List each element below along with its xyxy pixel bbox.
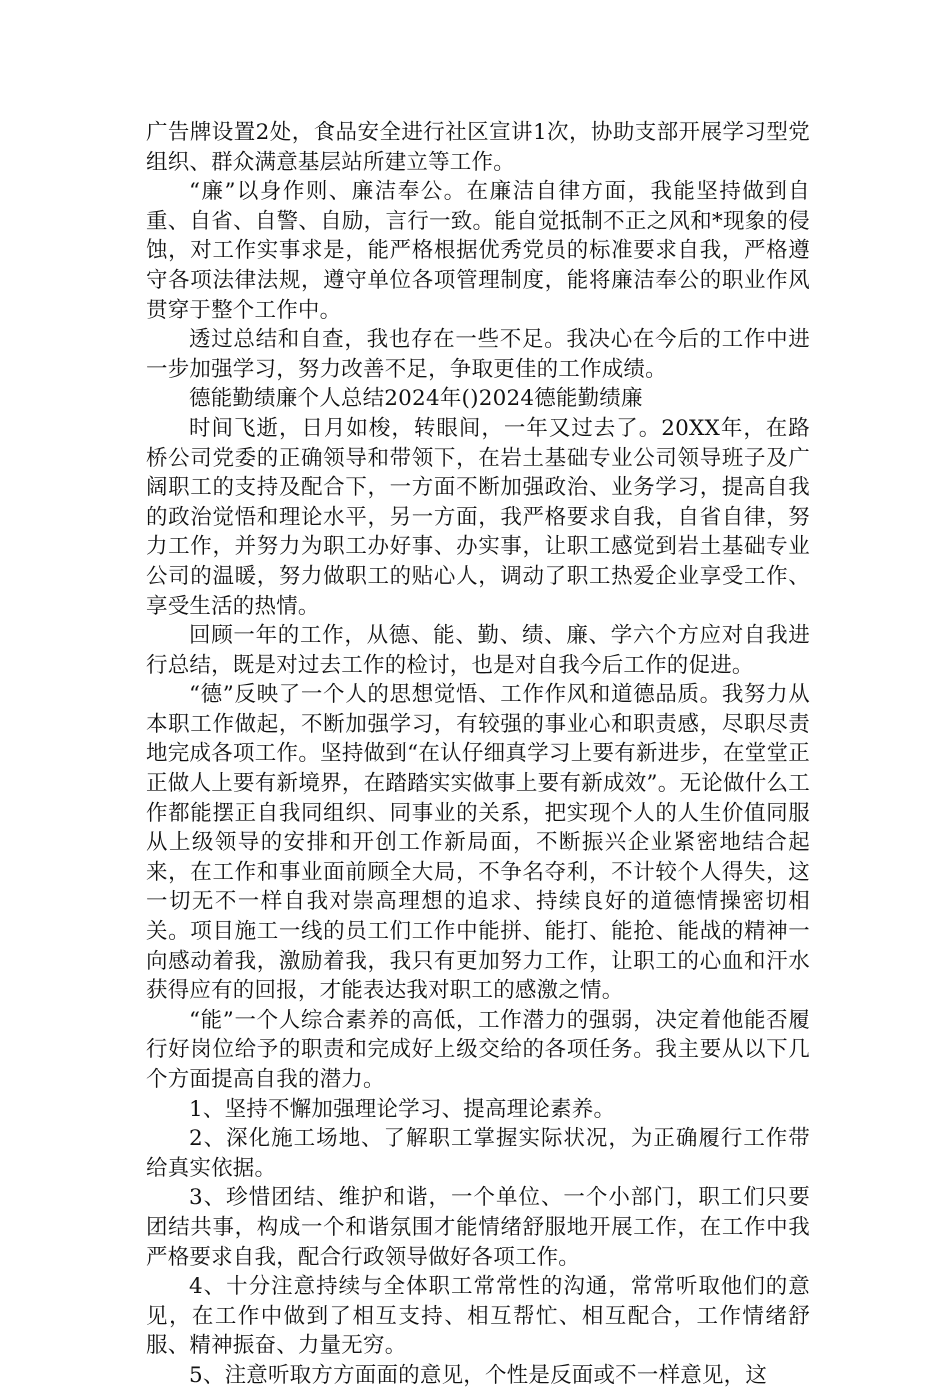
section-title: 德能勤绩廉个人总结2024年()2024德能勤绩廉 bbox=[189, 386, 643, 412]
paragraph-ability: “能”一个人综合素养的高低，工作潜力的强弱，决定着他能否履行好岗位给予的职责和完成好上级交给的各项任务。我主要从以下几个方面提高自我的潜力。 bbox=[146, 1007, 810, 1092]
paragraph-intro: 时间飞逝，日月如梭，转眼间，一年又过去了。20XX年，在路桥公司党委的正确领导和带领下，在岩土基础专业公司领导班子及广阔职工的支持及配合下，一方面不断加强政治、业务学习，提高自我的政治觉悟和理论水平，另一方面，我严格要求自我，自省自律，努力工作，并努力为职工办好事、办实事，让职工感觉到岩土基础专业公司的温暖，努力做职工的贴心人，调动了职工热爱企业享受工作、享受生活的热情。 bbox=[146, 415, 810, 619]
paragraph-integrity: “廉”以身作则、廉洁奉公。在廉洁自律方面，我能坚持做到自重、自省、自警、自励，言行一致。能自觉抵制不正之风和*现象的侵蚀，对工作实事求是，能严格根据优秀党员的标准要求自我，严格遵守各项法律法规，遵守单位各项管理制度，能将廉洁奉公的职业作风贯穿于整个工作中。 bbox=[146, 179, 810, 323]
paragraph-continued: 广告牌设置2处，食品安全进行社区宣讲1次，协助支部开展学习型党组织、群众满意基层站所建立等工作。 bbox=[146, 120, 810, 175]
paragraph-review: 回顾一年的工作，从德、能、勤、绩、廉、学六个方应对自我进行总结，既是对过去工作的检讨，也是对自我今后工作的促进。 bbox=[146, 623, 810, 678]
list-item-3: 3、珍惜团结、维护和谐，一个单位、一个小部门，职工们只要团结共事，构成一个和谐氛围才能情绪舒服地开展工作，在工作中我严格要求自我，配合行政领导做好各项工作。 bbox=[146, 1185, 810, 1270]
list-item-4: 4、十分注意持续与全体职工常常性的沟通，常常听取他们的意见，在工作中做到了相互支持、相互帮忙、相互配合，工作情绪舒服、精神振奋、力量无穷。 bbox=[146, 1274, 810, 1359]
document-page bbox=[146, 118, 810, 1391]
list-item-1: 1、坚持不懈加强理论学习、提高理论素养。 bbox=[189, 1096, 616, 1122]
list-item-5: 5、注意听取方方面面的意见，个性是反面或不一样意见，这 bbox=[189, 1362, 768, 1388]
paragraph-virtue: “德”反映了一个人的思想觉悟、工作作风和道德品质。我努力从本职工作做起，不断加强学习，有较强的事业心和职责感，尽职尽责地完成各项工作。坚持做到“在认仔细真学习上要有新进步，在堂堂正正做人上要有新境界，在踏踏实实做事上要有新成效”。无论做什么工作都能摆正自我同组织、同事业的关系，把实现个人的人生价值同服从上级领导的安排和开创工作新局面，不断振兴企业紧密地结合起来，在工作和事业面前顾全大局，不争名夺利，不计较个人得失，这一切无不一样自我对崇高理想的追求、持续良好的道德情操密切相关。项目施工一线的员工们工作中能拼、能打、能抢、能战的精神一向感动着我，激励着我，我只有更加努力工作，让职工的心血和汗水获得应有的回报，才能表达我对职工的感激之情。 bbox=[146, 682, 810, 1004]
paragraph-self-review: 透过总结和自查，我也存在一些不足。我决心在今后的工作中进一步加强学习，努力改善不足，争取更佳的工作成绩。 bbox=[146, 327, 810, 382]
list-item-2: 2、深化施工场地、了解职工掌握实际状况，为正确履行工作带给真实依据。 bbox=[146, 1126, 810, 1181]
